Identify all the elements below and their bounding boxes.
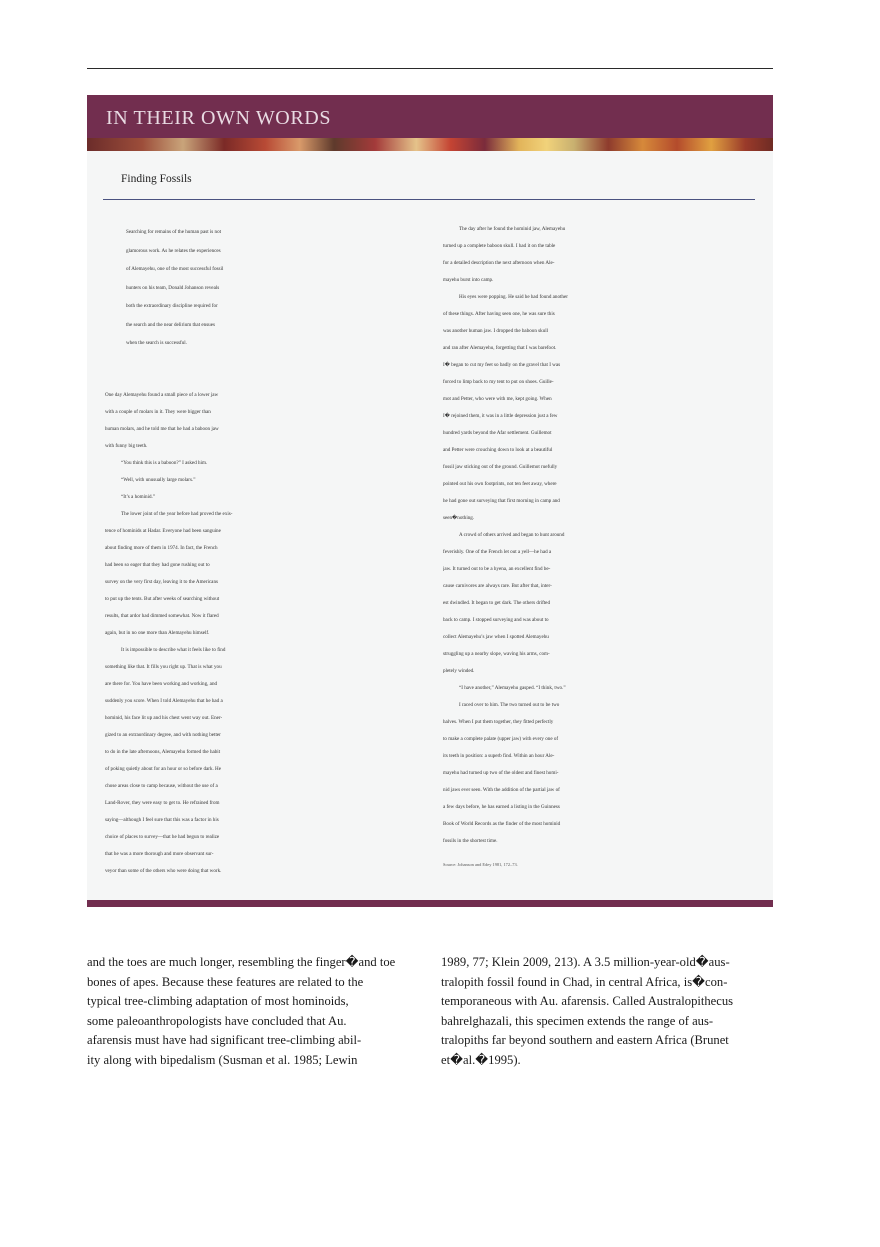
text-line: collect Alemayehu’s jaw when I spotted Alemayehu — [443, 634, 549, 640]
text-line: cause carnivores are always rare. But after that, inter- — [443, 583, 552, 589]
text-line: One day Alemayehu found a small piece of a lower jaw — [105, 392, 219, 398]
text-line: for a detailed description the next afternoon when Ale- — [443, 260, 555, 266]
text-line: back to camp. I stopped surveying and was about to — [443, 617, 549, 623]
body-line: bahrelghazali, this specimen extends the range of aus- — [441, 1013, 714, 1028]
text-line: that he was a more thorough and more observant sur- — [105, 851, 214, 857]
intro-line: both the extraordinary discipline required for — [126, 303, 218, 309]
body-line: tralopiths far beyond southern and eastern Africa (Brunet — [441, 1033, 729, 1047]
text-line: to make a complete palate (upper jaw) with every one of — [443, 736, 559, 742]
text-line: hundred yards beyond the Afar settlement. Guillemot — [443, 430, 552, 436]
text-line: something like that. It fills you right up. That is what you — [105, 664, 222, 670]
text-line: fossils in the shortest time. — [443, 838, 498, 844]
text-line: human molars, and he told me that he had a baboon jaw — [105, 426, 219, 432]
sidebar-left-column — [105, 387, 267, 880]
banner-title: IN THEIR OWN WORDS — [106, 107, 332, 129]
text-line: “I have another,” Alemayehu gasped. “I think, two.” — [459, 685, 566, 691]
body-line: et�al.�1995). — [441, 1052, 521, 1067]
text-line: halves. When I put them together, they fitted perfectly — [443, 719, 554, 725]
body-line: temporaneous with Au. afarensis. Called Australopithecus — [441, 994, 734, 1008]
text-line: Book of World Records as the finder of the most hominid — [443, 821, 561, 827]
text-line: to do in the late afternoons, Alemayehu formed the habit — [105, 749, 221, 755]
text-line: veyor than some of the others who were doing that work. — [105, 868, 222, 874]
decorative-strip — [87, 138, 773, 151]
text-line: a few days before, he has earned a listing in the Guinness — [443, 804, 560, 810]
body-line: and the toes are much longer, resembling the finger�and toe — [87, 955, 396, 969]
text-line: I� began to cut my feet so badly on the gravel that I was — [443, 362, 561, 368]
intro-line: when the search is successful. — [126, 340, 187, 346]
text-line: jaw. It turned out to be a hyena, an excellent find be- — [443, 566, 551, 572]
sidebar-right-column — [443, 221, 607, 873]
text-line: he had gone out surveying that first morning in camp and — [443, 498, 560, 504]
body-line: afarensis must have had significant tree-climbing abil- — [87, 1033, 362, 1047]
text-line: pletely winded. — [443, 668, 475, 674]
text-line: again, but in no one more than Alemayehu himself. — [105, 630, 210, 636]
text-line: of these things. After having seen one, he was sure this — [443, 311, 555, 317]
text-line: to put up the tents. But after weeks of searching without — [105, 596, 220, 602]
text-line: forced to limp back to my tent to put on shoes. Guille- — [443, 379, 554, 385]
text-line: saying—although I feel sure that this was a factor in his — [105, 817, 219, 823]
body-line: ity along with bipedalism (Susman et al. 1985; Lewin — [87, 1052, 358, 1067]
sidebar-subtitle: Finding Fossils — [121, 173, 192, 185]
text-line: struggling up a nearby slope, waving his arms, com- — [443, 651, 550, 657]
body-line: tralopith fossil found in Chad, in central Africa, is�con- — [441, 974, 728, 989]
text-line: mayehu burst into camp. — [443, 277, 494, 283]
text-line: I� rejoined them, it was in a little depression just a few — [443, 413, 558, 419]
subtitle-rule — [103, 199, 755, 200]
body-right-column — [441, 953, 765, 1070]
text-line: Land-Rover, they were easy to get to. He refrained from — [105, 800, 220, 806]
intro-line: Searching for remains of the human past is not — [126, 229, 222, 235]
bottom-band — [87, 900, 773, 907]
body-line: bones of apes. Because these features are related to the — [87, 974, 364, 989]
body-line: 1989, 77; Klein 2009, 213). A 3.5 million-year-old�aus- — [441, 955, 730, 969]
text-line: The day after he found the hominid jaw, Alemayehu — [459, 226, 566, 232]
text-line: hominid, his face lit up and his chest went way out. Ener- — [105, 715, 223, 721]
text-line: pointed out his own footprints, not ten feet away, where — [443, 481, 557, 487]
text-line: choice of places to survey—that he had begun to realize — [105, 834, 220, 840]
text-line: It is impossible to describe what it feels like to find — [121, 647, 226, 653]
text-line: was another human jaw. I dropped the baboon skull — [443, 328, 549, 334]
text-line: tence of hominids at Hadar. Everyone had been sanguine — [105, 528, 221, 534]
banner — [87, 95, 773, 138]
text-line: results, that ardor had dimmed somewhat. Now it flared — [105, 613, 219, 619]
text-line: suddenly you score. When I told Alemayehu that he had a — [105, 698, 223, 704]
text-line: seen�nothing. — [443, 515, 475, 521]
intro-line: hunters on his team, Donald Johanson reveals — [126, 284, 220, 291]
text-line: est dwindled. It began to get dark. The others drifted — [443, 600, 550, 606]
text-line: fossil jaw sticking out of the ground. Guillemot ruefully — [443, 464, 558, 470]
text-line: gized to an extraordinary degree, and with nothing better — [105, 732, 221, 738]
text-line: A crowd of others arrived and began to hunt around — [459, 532, 565, 538]
text-line: survey on the very first day, leaving it to the Americans — [105, 579, 218, 585]
text-line: its teeth in position: a superb find. Within an hour Ale- — [443, 753, 555, 759]
sidebar-box — [87, 95, 773, 907]
text-line: mayehu had turned up two of the oldest and finest homi- — [443, 770, 559, 776]
text-line: feverishly. One of the French let out a yell—he had a — [443, 549, 552, 555]
text-line: had been so eager that they had gone rushing out to — [105, 562, 210, 568]
text-line: “You think this is a baboon?” I asked him. — [121, 460, 208, 466]
body-line: typical tree-climbing adaptation of most hominoids, — [87, 994, 349, 1008]
intro-text — [126, 223, 286, 353]
text-line: I raced over to him. The two turned out to be two — [459, 702, 560, 708]
intro-line: the search and the near delirium that ensues — [126, 321, 215, 328]
text-line: nid jaws ever seen. With the addition of the partial jaw of — [443, 787, 560, 793]
text-line: The lower joint of the year before had proved the exis- — [121, 511, 233, 517]
text-line: His eyes were popping. He said he had found another — [459, 294, 568, 300]
text-line: “Well, with unusually large molars.” — [121, 477, 196, 483]
body-left-column — [87, 953, 399, 1070]
top-rule — [87, 68, 773, 69]
text-line: turned up a complete baboon skull. I had it on the table — [443, 243, 556, 249]
text-line: and Petter were crouching down to look at a beautiful — [443, 447, 553, 453]
text-line: and ran after Alemayehu, forgetting that I was barefoot. — [443, 345, 557, 351]
text-line: “It’s a hominid.” — [121, 494, 156, 500]
text-line: with a couple of molars in it. They were bigger than — [105, 409, 211, 415]
text-line: with funny big teeth. — [105, 443, 148, 449]
text-line: mot and Petter, who were with me, kept going. When — [443, 396, 552, 402]
intro-line: of Alemayehu, one of the most successful fossil — [126, 266, 224, 272]
text-line: are there for. You have been working and working, and — [105, 681, 218, 687]
text-line: chose areas close to camp because, without the use of a — [105, 783, 218, 789]
body-line: some paleoanthropologists have concluded that Au. — [87, 1013, 347, 1028]
intro-line: glamorous work. As he relates the experiences — [126, 247, 221, 254]
text-line: about finding more of them in 1974. In fact, the French — [105, 545, 218, 551]
source-citation: Source: Johanson and Edey 1981, 172–73. — [443, 862, 518, 867]
text-line: of poking quietly about for an hour or so before dark. He — [105, 766, 221, 772]
